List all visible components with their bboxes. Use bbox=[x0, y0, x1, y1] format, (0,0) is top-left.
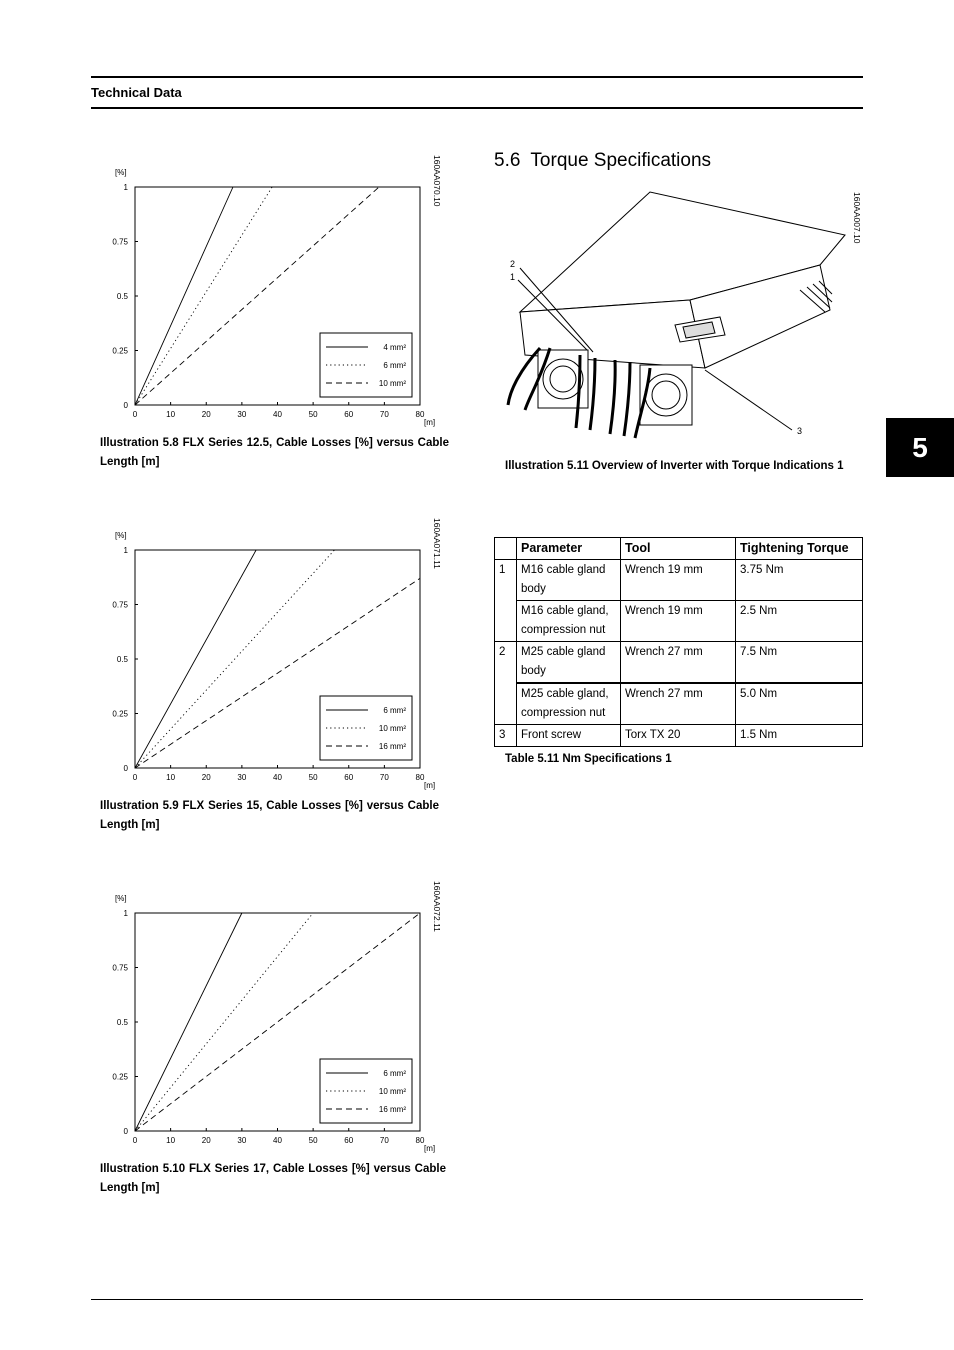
row-torque: 2.5 Nm bbox=[736, 601, 863, 642]
y-axis-unit: [%] bbox=[115, 168, 127, 177]
x-tick-label: 30 bbox=[237, 1136, 247, 1145]
y-tick-label: 0.75 bbox=[112, 237, 128, 247]
x-tick-label: 50 bbox=[308, 773, 318, 782]
figure-code: 160AA070.10 bbox=[432, 155, 442, 207]
legend-label: 10 mm² bbox=[378, 724, 406, 733]
x-tick-label: 30 bbox=[237, 410, 247, 419]
cable-loss-chart-2 bbox=[100, 518, 445, 793]
section-number: 5.6 bbox=[494, 150, 521, 171]
x-tick-label: 60 bbox=[344, 773, 354, 782]
y-tick-label: 0.75 bbox=[112, 963, 128, 973]
x-tick-label: 10 bbox=[166, 1136, 176, 1145]
chart-svg bbox=[100, 518, 445, 793]
y-tick-label: 0 bbox=[123, 1127, 128, 1136]
row-parameter: Front screw bbox=[517, 725, 621, 747]
x-tick-label: 70 bbox=[379, 410, 389, 419]
series-line bbox=[135, 913, 242, 1131]
y-tick-label: 0.25 bbox=[112, 346, 128, 356]
y-tick-label: 1 bbox=[123, 183, 128, 192]
row-index: 1 bbox=[495, 560, 517, 601]
x-tick-label: 70 bbox=[379, 1136, 389, 1145]
callout-2: 2 bbox=[510, 259, 516, 269]
row-index: 3 bbox=[495, 725, 517, 747]
x-tick-label: 20 bbox=[201, 773, 211, 782]
x-axis-unit: [m] bbox=[424, 1144, 436, 1153]
x-tick-label: 0 bbox=[132, 410, 138, 419]
y-tick-label: 1 bbox=[123, 909, 128, 918]
header-bottom-rule bbox=[91, 107, 863, 109]
y-tick-label: 1 bbox=[123, 546, 128, 555]
photo-figure-code: 160AA007.10 bbox=[852, 192, 862, 244]
row-torque: 1.5 Nm bbox=[736, 725, 863, 747]
figure-code: 160AA071.11 bbox=[432, 518, 442, 569]
x-tick-label: 80 bbox=[415, 410, 425, 419]
y-tick-label: 0.25 bbox=[112, 709, 128, 719]
section-title: Torque Specifications bbox=[530, 150, 712, 171]
y-tick-label: 0 bbox=[123, 401, 128, 410]
series-line bbox=[135, 913, 313, 1131]
header-tool: Tool bbox=[621, 538, 736, 560]
callout-1: 1 bbox=[510, 272, 516, 282]
x-tick-label: 60 bbox=[344, 1136, 354, 1145]
chapter-tab: 5 bbox=[886, 418, 954, 477]
x-axis-unit: [m] bbox=[424, 781, 436, 790]
figure-code: 160AA072.11 bbox=[432, 881, 442, 932]
table-row bbox=[495, 601, 863, 642]
series-line bbox=[135, 187, 272, 405]
x-tick-label: 40 bbox=[273, 773, 282, 782]
x-tick-label: 20 bbox=[201, 410, 211, 419]
table-row bbox=[495, 683, 863, 725]
legend-label: 16 mm² bbox=[378, 742, 406, 751]
callout-3: 3 bbox=[797, 426, 803, 436]
series-line bbox=[135, 550, 335, 768]
x-tick-label: 10 bbox=[166, 410, 176, 419]
chart-1-caption: Illustration 5.8 FLX Series 12.5, Cable Losses [%] versus Cable Length [m] bbox=[100, 437, 449, 468]
y-axis-unit: [%] bbox=[115, 531, 127, 540]
legend-label: 10 mm² bbox=[378, 379, 406, 388]
x-tick-label: 20 bbox=[201, 1136, 211, 1145]
chart-3-caption: Illustration 5.10 FLX Series 17, Cable Losses [%] versus Cable Length [m] bbox=[100, 1163, 446, 1194]
header-top-rule bbox=[91, 76, 863, 78]
table-row bbox=[495, 560, 863, 601]
row-index: 2 bbox=[495, 642, 517, 684]
y-tick-label: 0.25 bbox=[112, 1072, 128, 1082]
photo-caption: Illustration 5.11 Overview of Inverter with Torque Indications 1 bbox=[505, 460, 844, 472]
x-tick-label: 0 bbox=[132, 1136, 138, 1145]
row-torque: 3.75 Nm bbox=[736, 560, 863, 601]
row-parameter: M25 cable gland, compression nut bbox=[517, 683, 621, 725]
x-tick-label: 70 bbox=[379, 773, 389, 782]
row-tool: Wrench 27 mm bbox=[621, 642, 736, 684]
row-torque: 7.5 Nm bbox=[736, 642, 863, 684]
section-heading bbox=[494, 150, 711, 172]
row-parameter: M16 cable gland, compression nut bbox=[517, 601, 621, 642]
row-tool: Wrench 19 mm bbox=[621, 601, 736, 642]
row-index bbox=[495, 601, 517, 642]
y-tick-label: 0 bbox=[123, 764, 128, 773]
legend-label: 4 mm² bbox=[383, 343, 406, 352]
legend-label: 16 mm² bbox=[378, 1105, 406, 1114]
x-tick-label: 30 bbox=[237, 773, 247, 782]
x-tick-label: 50 bbox=[308, 410, 318, 419]
series-line bbox=[135, 550, 256, 768]
cable-loss-chart-3 bbox=[100, 881, 445, 1156]
x-tick-label: 80 bbox=[415, 773, 425, 782]
row-index bbox=[495, 683, 517, 725]
header-parameter: Parameter bbox=[517, 538, 621, 560]
x-tick-label: 80 bbox=[415, 1136, 425, 1145]
table-row bbox=[495, 725, 863, 747]
y-tick-label: 0.75 bbox=[112, 600, 128, 610]
row-parameter: M16 cable gland body bbox=[517, 560, 621, 601]
y-tick-label: 0.5 bbox=[116, 655, 128, 664]
row-torque: 5.0 Nm bbox=[736, 683, 863, 725]
running-header: Technical Data bbox=[91, 85, 182, 100]
table-caption: Table 5.11 Nm Specifications 1 bbox=[505, 753, 672, 765]
cable-loss-chart-1 bbox=[100, 155, 445, 430]
legend-label: 10 mm² bbox=[378, 1087, 406, 1096]
y-tick-label: 0.5 bbox=[116, 1018, 128, 1027]
row-tool: Wrench 19 mm bbox=[621, 560, 736, 601]
torque-table bbox=[494, 537, 863, 747]
table-header-row bbox=[495, 538, 863, 560]
legend-label: 6 mm² bbox=[383, 1069, 406, 1078]
chart-svg bbox=[100, 155, 445, 430]
row-tool: Wrench 27 mm bbox=[621, 683, 736, 725]
x-tick-label: 50 bbox=[308, 1136, 318, 1145]
legend-label: 6 mm² bbox=[383, 361, 406, 370]
series-line bbox=[135, 187, 233, 405]
row-tool: Torx TX 20 bbox=[621, 725, 736, 747]
y-tick-label: 0.5 bbox=[116, 292, 128, 301]
x-tick-label: 40 bbox=[273, 1136, 282, 1145]
x-tick-label: 10 bbox=[166, 773, 176, 782]
footer-rule bbox=[91, 1299, 863, 1300]
x-tick-label: 40 bbox=[273, 410, 282, 419]
legend-label: 6 mm² bbox=[383, 706, 406, 715]
table-row bbox=[495, 642, 863, 684]
y-axis-unit: [%] bbox=[115, 894, 127, 903]
header-index bbox=[495, 538, 517, 560]
x-tick-label: 0 bbox=[132, 773, 138, 782]
chart-2-caption: Illustration 5.9 FLX Series 15, Cable Losses [%] versus Cable Length [m] bbox=[100, 800, 439, 831]
header-torque: Tightening Torque bbox=[736, 538, 863, 560]
x-tick-label: 60 bbox=[344, 410, 354, 419]
row-parameter: M25 cable gland body bbox=[517, 642, 621, 684]
inverter-drawing bbox=[500, 190, 865, 455]
chart-svg bbox=[100, 881, 445, 1156]
x-axis-unit: [m] bbox=[424, 418, 436, 427]
